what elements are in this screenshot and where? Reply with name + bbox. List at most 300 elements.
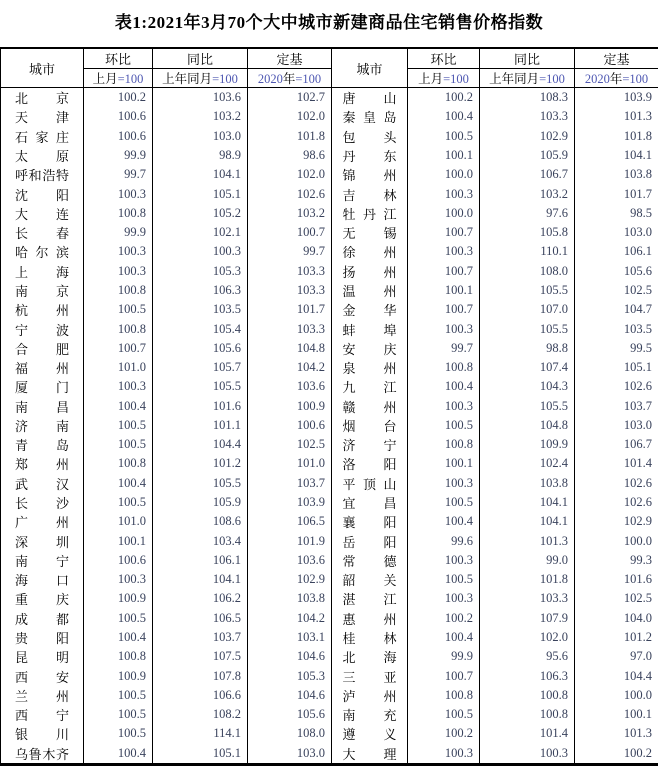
header-sub-text: =100 (117, 72, 144, 86)
value-cell: 100.1 (408, 281, 480, 300)
city-name: 大 连 (15, 206, 69, 222)
city-name: 南 宁 (15, 553, 69, 569)
value-cell: 100.9 (84, 589, 153, 608)
city-name: 惠 州 (342, 611, 397, 627)
value-cell: 105.5 (153, 377, 248, 396)
value-cell: 100.3 (408, 474, 480, 493)
table-row (1, 570, 658, 589)
header-sub-text: 年 (609, 72, 623, 86)
value-cell: 102.0 (248, 165, 332, 184)
value-cell: 105.5 (480, 397, 575, 416)
page-title: 表1:2021年3月70个大中城市新建商品住宅销售价格指数 (114, 13, 544, 32)
header-sub-text: 年 (282, 72, 296, 86)
value-cell: 101.3 (480, 531, 575, 550)
city-cell (1, 358, 84, 377)
value-cell: 100.3 (408, 589, 480, 608)
value-cell: 100.9 (248, 397, 332, 416)
value-cell: 105.5 (153, 474, 248, 493)
city-cell (332, 666, 408, 685)
value-cell: 101.3 (575, 107, 658, 126)
table-row (1, 666, 658, 685)
header-sub-text: =100 (212, 72, 238, 86)
value-cell: 104.2 (248, 358, 332, 377)
value-cell: 100.8 (408, 358, 480, 377)
table-row (1, 107, 658, 126)
value-cell: 100.7 (408, 262, 480, 281)
value-cell: 107.4 (480, 358, 575, 377)
value-cell: 100.3 (408, 242, 480, 261)
city-name: 三 亚 (342, 669, 397, 685)
value-cell: 101.1 (153, 416, 248, 435)
value-cell: 100.2 (408, 609, 480, 628)
value-cell: 100.3 (84, 184, 153, 203)
header-sub-text: 2020 (257, 72, 283, 86)
city-cell (332, 184, 408, 203)
city-cell (332, 531, 408, 550)
value-cell: 105.5 (480, 319, 575, 338)
city-name: 徐 州 (342, 245, 397, 261)
value-cell: 103.5 (575, 319, 658, 338)
value-cell: 105.7 (153, 358, 248, 377)
value-cell: 103.7 (575, 397, 658, 416)
city-name: 贵 阳 (15, 631, 69, 647)
table-row (1, 300, 658, 319)
header-yoy-base-right (480, 69, 575, 88)
table-row (1, 204, 658, 223)
value-cell: 102.6 (575, 377, 658, 396)
table-row (1, 339, 658, 358)
value-cell: 99.0 (480, 551, 575, 570)
table-row (1, 281, 658, 300)
value-cell: 102.7 (248, 88, 332, 108)
city-cell (1, 146, 84, 165)
value-cell: 104.1 (153, 165, 248, 184)
value-cell: 102.6 (575, 474, 658, 493)
city-cell (332, 146, 408, 165)
value-cell: 108.2 (153, 705, 248, 724)
value-cell: 99.9 (84, 223, 153, 242)
value-cell: 103.0 (575, 223, 658, 242)
table-row (1, 262, 658, 281)
header-mom-base-right (408, 69, 480, 88)
value-cell: 103.6 (248, 551, 332, 570)
city-name: 安 庆 (342, 341, 397, 357)
value-cell: 100.2 (408, 88, 480, 108)
value-cell: 105.6 (153, 339, 248, 358)
value-cell: 99.9 (84, 146, 153, 165)
table-row (1, 454, 658, 473)
city-name: 宜 昌 (342, 496, 397, 512)
table-row (1, 589, 658, 608)
value-cell: 101.0 (84, 512, 153, 531)
value-cell: 100.6 (84, 551, 153, 570)
city-cell (332, 127, 408, 146)
value-cell: 100.3 (408, 319, 480, 338)
city-name: 郑 州 (15, 457, 69, 473)
city-name: 南 充 (342, 708, 397, 724)
city-cell (1, 127, 84, 146)
city-cell (332, 724, 408, 743)
city-cell (332, 165, 408, 184)
value-cell: 104.1 (480, 493, 575, 512)
city-name: 广 州 (15, 515, 69, 531)
city-cell (1, 300, 84, 319)
city-name: 烟 台 (342, 418, 397, 434)
header-yoy-left: 同比 (153, 48, 248, 69)
value-cell: 101.6 (153, 397, 248, 416)
value-cell: 100.3 (153, 242, 248, 261)
value-cell: 100.4 (84, 628, 153, 647)
table-row (1, 88, 658, 108)
table-row (1, 146, 658, 165)
city-name: 成 都 (15, 611, 69, 627)
value-cell: 106.3 (480, 666, 575, 685)
value-cell: 105.2 (153, 204, 248, 223)
city-name: 济 南 (15, 418, 69, 434)
value-cell: 100.9 (84, 666, 153, 685)
city-name: 武 汉 (15, 476, 69, 492)
city-name: 南 昌 (15, 399, 69, 415)
value-cell: 100.3 (408, 744, 480, 765)
city-name: 沈 阳 (15, 187, 69, 203)
table-row (1, 416, 658, 435)
value-cell: 103.8 (248, 589, 332, 608)
value-cell: 99.5 (575, 339, 658, 358)
city-name: 杭 州 (15, 303, 69, 319)
value-cell: 100.8 (84, 647, 153, 666)
value-cell: 102.6 (248, 184, 332, 203)
value-cell: 106.7 (480, 165, 575, 184)
value-cell: 102.0 (248, 107, 332, 126)
value-cell: 100.5 (84, 416, 153, 435)
table-body (1, 88, 658, 765)
value-cell: 106.1 (575, 242, 658, 261)
value-cell: 100.2 (84, 88, 153, 108)
value-cell: 100.0 (575, 686, 658, 705)
city-cell (1, 531, 84, 550)
city-name: 上 海 (15, 264, 69, 280)
value-cell: 103.7 (153, 628, 248, 647)
city-cell (332, 242, 408, 261)
value-cell: 105.1 (575, 358, 658, 377)
value-cell: 100.7 (408, 300, 480, 319)
value-cell: 109.9 (480, 435, 575, 454)
city-cell (332, 474, 408, 493)
value-cell: 100.5 (84, 493, 153, 512)
value-cell: 101.9 (248, 531, 332, 550)
header-group-row (1, 48, 658, 69)
value-cell: 100.3 (408, 551, 480, 570)
value-cell: 103.1 (248, 628, 332, 647)
city-name: 乌 鲁 木 齐 (15, 746, 69, 762)
value-cell: 102.5 (575, 281, 658, 300)
table-row (1, 531, 658, 550)
city-cell (332, 204, 408, 223)
city-cell (1, 204, 84, 223)
header-mom-right: 环比 (408, 48, 480, 69)
city-name: 银 川 (15, 727, 69, 743)
value-cell: 100.8 (480, 686, 575, 705)
city-cell (1, 435, 84, 454)
value-cell: 110.1 (480, 242, 575, 261)
value-cell: 102.9 (575, 512, 658, 531)
value-cell: 104.1 (153, 570, 248, 589)
city-cell (332, 647, 408, 666)
value-cell: 105.1 (153, 184, 248, 203)
city-name: 济 宁 (342, 438, 397, 454)
value-cell: 100.5 (84, 609, 153, 628)
header-sub-text: =100 (539, 72, 565, 86)
table-row (1, 319, 658, 338)
value-cell: 102.5 (248, 435, 332, 454)
city-cell (332, 435, 408, 454)
header-fixedbase-right: 定基 (575, 48, 658, 69)
table-row (1, 435, 658, 454)
city-cell (332, 512, 408, 531)
value-cell: 97.0 (575, 647, 658, 666)
value-cell: 100.5 (408, 705, 480, 724)
city-cell (332, 281, 408, 300)
value-cell: 103.2 (153, 107, 248, 126)
value-cell: 103.3 (480, 107, 575, 126)
value-cell: 100.6 (248, 416, 332, 435)
value-cell: 100.4 (408, 107, 480, 126)
value-cell: 100.4 (84, 744, 153, 765)
city-cell (1, 570, 84, 589)
value-cell: 101.3 (575, 724, 658, 743)
value-cell: 100.1 (84, 531, 153, 550)
value-cell: 100.6 (84, 107, 153, 126)
city-cell (332, 377, 408, 396)
city-cell (332, 223, 408, 242)
table-row (1, 165, 658, 184)
value-cell: 103.8 (575, 165, 658, 184)
value-cell: 101.0 (248, 454, 332, 473)
table-row (1, 628, 658, 647)
value-cell: 101.8 (248, 127, 332, 146)
table-row (1, 686, 658, 705)
value-cell: 103.5 (153, 300, 248, 319)
city-cell (1, 705, 84, 724)
city-cell (1, 474, 84, 493)
value-cell: 105.8 (480, 223, 575, 242)
city-cell (1, 165, 84, 184)
value-cell: 100.3 (84, 570, 153, 589)
value-cell: 106.2 (153, 589, 248, 608)
value-cell: 100.7 (248, 223, 332, 242)
table-row (1, 493, 658, 512)
value-cell: 98.5 (575, 204, 658, 223)
value-cell: 100.4 (408, 628, 480, 647)
value-cell: 100.4 (84, 474, 153, 493)
price-index-table (0, 47, 658, 766)
value-cell: 101.8 (575, 127, 658, 146)
value-cell: 100.8 (408, 435, 480, 454)
value-cell: 100.5 (84, 300, 153, 319)
value-cell: 114.1 (153, 724, 248, 743)
value-cell: 106.5 (153, 609, 248, 628)
city-name: 唐 山 (342, 91, 397, 107)
value-cell: 100.7 (408, 666, 480, 685)
value-cell: 101.2 (153, 454, 248, 473)
value-cell: 104.8 (480, 416, 575, 435)
value-cell: 102.1 (153, 223, 248, 242)
value-cell: 100.4 (408, 377, 480, 396)
value-cell: 100.3 (408, 397, 480, 416)
city-cell (1, 454, 84, 473)
city-cell (1, 107, 84, 126)
value-cell: 98.6 (248, 146, 332, 165)
value-cell: 100.7 (408, 223, 480, 242)
value-cell: 100.5 (84, 435, 153, 454)
city-name: 西 宁 (15, 708, 69, 724)
value-cell: 100.1 (408, 454, 480, 473)
value-cell: 108.0 (248, 724, 332, 743)
table-row (1, 512, 658, 531)
value-cell: 99.7 (248, 242, 332, 261)
city-name: 锦 州 (342, 168, 397, 184)
city-name: 青 岛 (15, 438, 69, 454)
value-cell: 100.2 (575, 744, 658, 765)
value-cell: 106.1 (153, 551, 248, 570)
value-cell: 104.3 (480, 377, 575, 396)
table-row (1, 184, 658, 203)
value-cell: 99.9 (408, 647, 480, 666)
value-cell: 102.6 (575, 493, 658, 512)
table-row (1, 551, 658, 570)
value-cell: 100.8 (84, 319, 153, 338)
value-cell: 100.5 (84, 686, 153, 705)
city-cell (332, 358, 408, 377)
value-cell: 99.7 (84, 165, 153, 184)
value-cell: 104.2 (248, 609, 332, 628)
city-name: 合 肥 (15, 341, 69, 357)
value-cell: 103.3 (248, 319, 332, 338)
city-name: 哈 尔 滨 (15, 245, 69, 261)
city-cell (1, 724, 84, 743)
city-name: 昆 明 (15, 650, 69, 666)
value-cell: 100.5 (408, 127, 480, 146)
header-sub-text: =100 (622, 72, 649, 86)
value-cell: 105.5 (480, 281, 575, 300)
value-cell: 100.5 (84, 705, 153, 724)
city-cell (332, 88, 408, 108)
value-cell: 100.5 (408, 416, 480, 435)
city-name: 天 津 (15, 110, 69, 126)
value-cell: 99.7 (408, 339, 480, 358)
city-name: 呼 和 浩 特 (15, 168, 69, 184)
city-name: 九 江 (342, 380, 397, 396)
value-cell: 98.8 (480, 339, 575, 358)
value-cell: 107.8 (153, 666, 248, 685)
value-cell: 104.1 (575, 146, 658, 165)
value-cell: 104.0 (575, 609, 658, 628)
value-cell: 100.5 (84, 724, 153, 743)
header-city-left: 城市 (1, 48, 84, 88)
city-name: 桂 林 (342, 631, 397, 647)
city-cell (1, 223, 84, 242)
value-cell: 103.3 (248, 281, 332, 300)
city-name: 兰 州 (15, 688, 69, 704)
city-name: 长 春 (15, 226, 69, 242)
value-cell: 100.3 (408, 184, 480, 203)
city-cell (332, 570, 408, 589)
value-cell: 108.0 (480, 262, 575, 281)
value-cell: 100.0 (408, 165, 480, 184)
city-name: 宁 波 (15, 322, 69, 338)
city-cell (332, 454, 408, 473)
value-cell: 100.4 (408, 512, 480, 531)
city-name: 长 沙 (15, 496, 69, 512)
city-cell (1, 493, 84, 512)
table-row (1, 705, 658, 724)
city-cell (332, 589, 408, 608)
value-cell: 100.0 (408, 204, 480, 223)
value-cell: 101.2 (575, 628, 658, 647)
city-cell (332, 262, 408, 281)
value-cell: 102.4 (480, 454, 575, 473)
header-sub-row (1, 69, 658, 88)
value-cell: 103.2 (480, 184, 575, 203)
city-cell (1, 647, 84, 666)
table-header (1, 48, 658, 88)
city-cell (332, 107, 408, 126)
header-fixedbase-left: 定基 (248, 48, 332, 69)
value-cell: 100.8 (84, 204, 153, 223)
city-name: 包 头 (342, 129, 397, 145)
city-cell (332, 416, 408, 435)
city-name: 金 华 (342, 303, 397, 319)
header-yoy-base-left (153, 69, 248, 88)
value-cell: 105.3 (248, 666, 332, 685)
value-cell: 103.0 (575, 416, 658, 435)
city-cell (1, 628, 84, 647)
city-cell (1, 744, 84, 765)
city-cell (332, 744, 408, 765)
city-name: 遵 义 (342, 727, 397, 743)
city-name: 洛 阳 (342, 457, 397, 473)
value-cell: 104.1 (480, 512, 575, 531)
city-cell (1, 666, 84, 685)
city-name: 海 口 (15, 573, 69, 589)
value-cell: 103.8 (480, 474, 575, 493)
city-name: 福 州 (15, 361, 69, 377)
value-cell: 103.0 (153, 127, 248, 146)
value-cell: 108.6 (153, 512, 248, 531)
value-cell: 108.3 (480, 88, 575, 108)
value-cell: 101.6 (575, 570, 658, 589)
value-cell: 98.9 (153, 146, 248, 165)
city-name: 厦 门 (15, 380, 69, 396)
value-cell: 103.3 (248, 262, 332, 281)
value-cell: 104.7 (575, 300, 658, 319)
header-sub-text: 2020 (584, 72, 610, 86)
city-cell (332, 705, 408, 724)
table-row (1, 358, 658, 377)
city-name: 北 海 (342, 650, 397, 666)
value-cell: 105.9 (153, 493, 248, 512)
value-cell: 100.3 (480, 744, 575, 765)
value-cell: 100.8 (480, 705, 575, 724)
table-row (1, 744, 658, 765)
value-cell: 100.5 (408, 570, 480, 589)
value-cell: 100.3 (84, 242, 153, 261)
value-cell: 101.4 (480, 724, 575, 743)
city-cell (332, 319, 408, 338)
value-cell: 102.5 (575, 589, 658, 608)
value-cell: 103.2 (248, 204, 332, 223)
city-cell (332, 493, 408, 512)
